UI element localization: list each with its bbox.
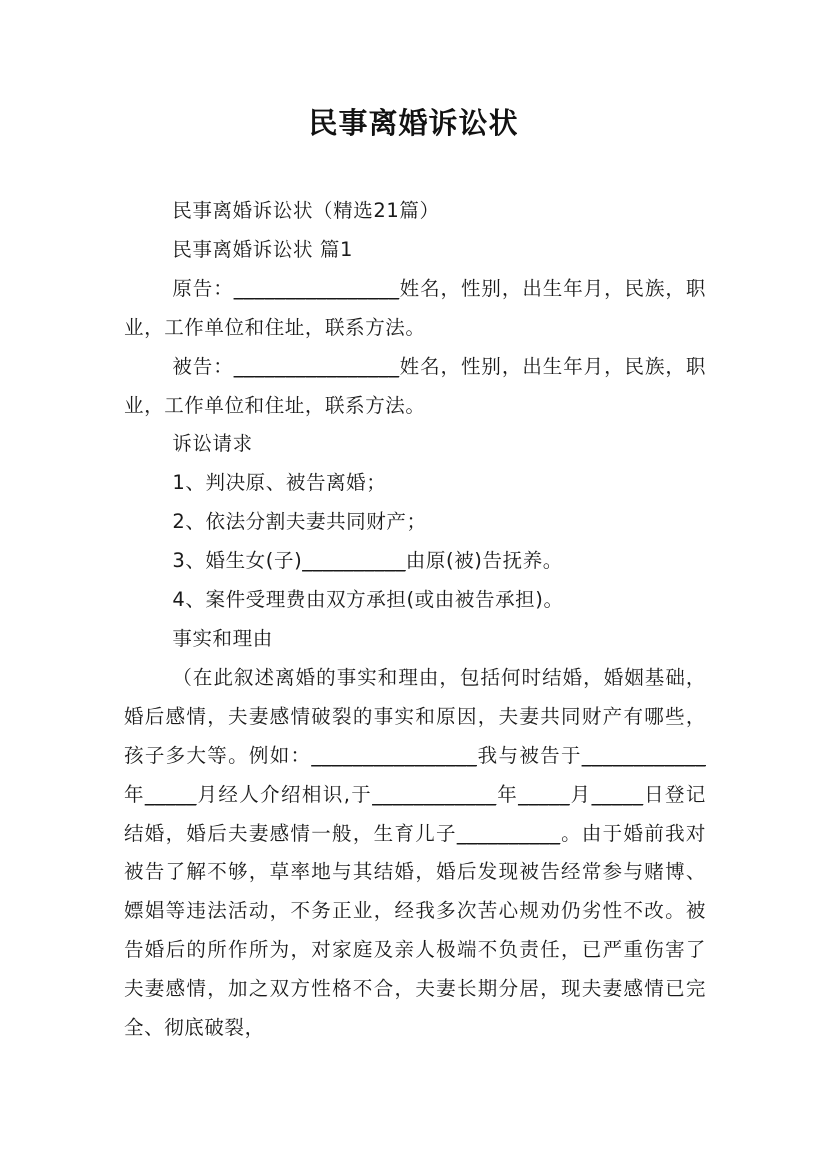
plaintiff-label: 原告： (172, 276, 234, 300)
facts-blank: _____ (591, 782, 644, 806)
facts-text: 月经人介绍相识,于 (196, 782, 373, 806)
defendant-blank: ________________ (233, 354, 400, 378)
document-body (124, 192, 706, 1048)
plaintiff-blank: ________________ (233, 276, 400, 300)
facts-blank: _____ (144, 782, 197, 806)
defendant-label: 被告： (172, 354, 234, 378)
plaintiff-paragraph (124, 270, 706, 348)
defendant-paragraph (124, 348, 706, 426)
claim-3-before: 3、婚生女(子) (172, 549, 303, 573)
claim-item: 1、判决原、被告离婚； (172, 471, 387, 495)
plaintiff-text: 姓名，性别，出生年月，民族，职业，工作单位和住址，联系方法。 (124, 276, 706, 339)
facts-text: 我与被告于 (476, 743, 582, 767)
claim-item (124, 542, 706, 581)
claim-item: 2、依法分割夫妻共同财产； (172, 510, 427, 534)
facts-blank: __________ (456, 821, 561, 845)
subtitle: 民事离婚诉讼状（精选21篇） (172, 199, 440, 222)
facts-blank: ____________ (372, 782, 497, 806)
facts-text: 日登记结婚，婚后夫妻感情一般，生育儿子 (124, 782, 706, 845)
facts-text: （在此叙述离婚的事实和理由，包括何时结婚，婚姻基础，婚后感情，夫妻感情破裂的事实和原因，夫妻共同财产有哪些，孩子多大等。例如： (124, 665, 706, 767)
facts-paragraph (124, 659, 706, 1048)
facts-blank: _____ (518, 782, 570, 806)
section-heading: 民事离婚诉讼状 篇1 (172, 237, 353, 261)
facts-heading: 事实和理由 (172, 626, 273, 650)
defendant-text: 姓名，性别，出生年月，民族，职业，工作单位和住址，联系方法。 (124, 354, 706, 417)
claim-item: 4、案件受理费由双方承担(或由被告承担)。 (172, 588, 564, 612)
facts-blank: ____________ (581, 743, 706, 767)
claim-3-blank: __________ (302, 549, 406, 573)
facts-text: 月 (569, 782, 592, 806)
facts-text: 年 (124, 782, 145, 806)
facts-text: 。由于婚前我对被告了解不够，草率地与其结婚，婚后发现被告经常参与赌博、嫖娼等违法活动，不务正业，经我多次苦心规劝仍劣性不改。被告婚后的所作所为，对家庭及亲人极端不负责任，已严重伤害了夫妻感情，加之双方性格不合，夫妻长期分居，现夫妻感情已完全、彻底破裂， (124, 821, 707, 1040)
facts-text: 年 (496, 782, 519, 806)
document-title: 民事离婚诉讼状 (308, 106, 519, 140)
claims-heading: 诉讼请求 (172, 432, 253, 456)
claim-3-after: 由原(被)告抚养。 (405, 549, 563, 573)
facts-blank: ________________ (311, 743, 477, 767)
